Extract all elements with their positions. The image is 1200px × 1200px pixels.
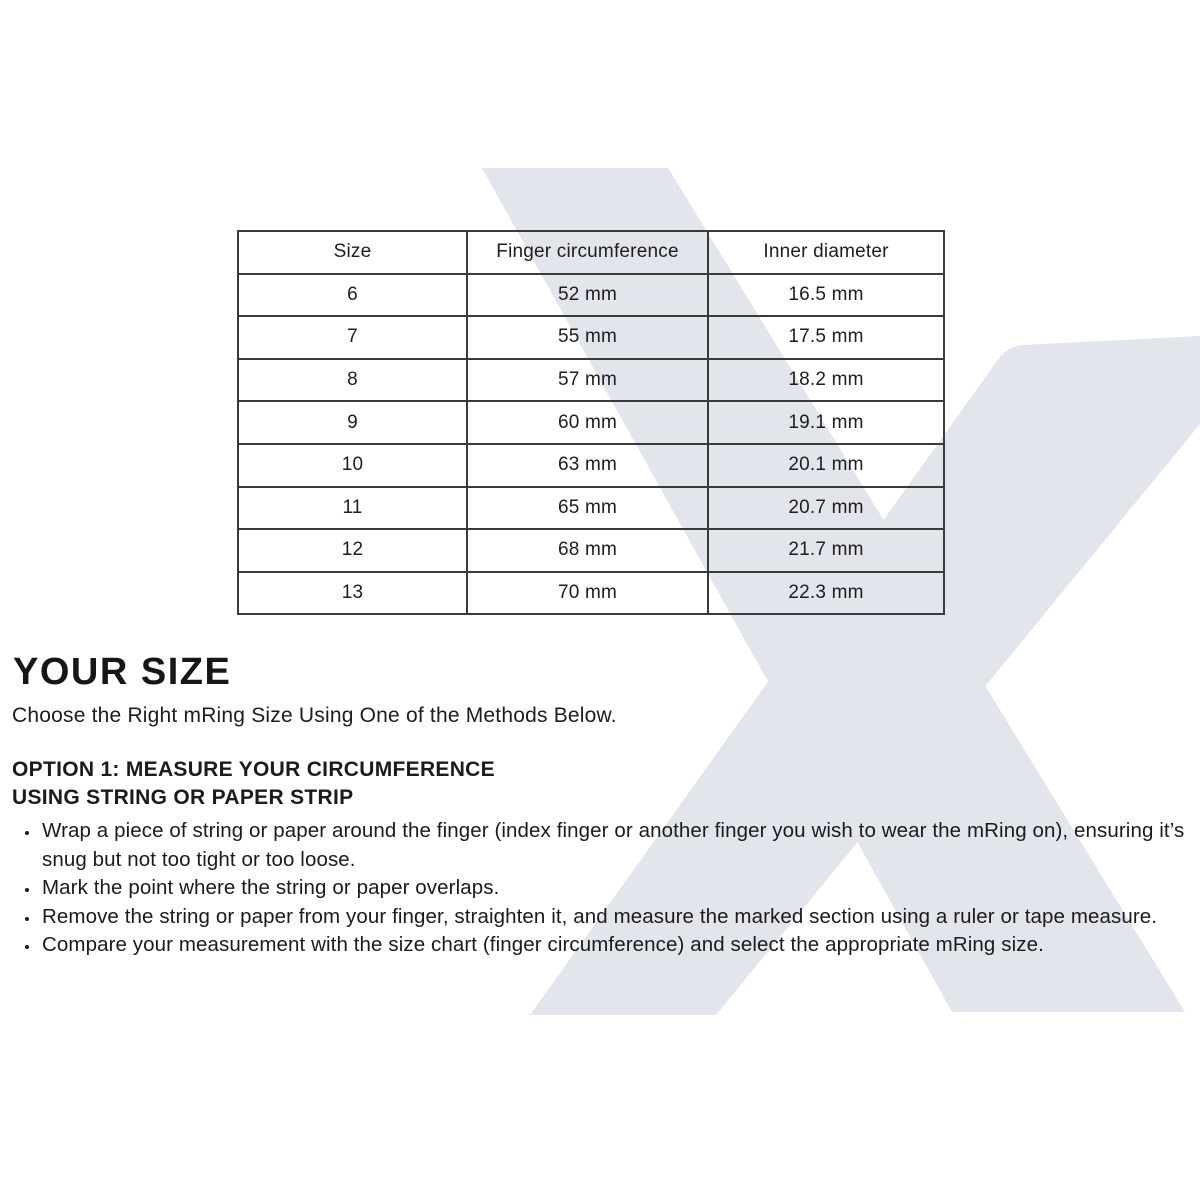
cell-diameter: 16.5 mm [708, 274, 944, 317]
cell-size: 7 [238, 316, 467, 359]
cell-diameter: 20.1 mm [708, 444, 944, 487]
column-header-inner-diameter: Inner diameter [708, 231, 944, 274]
list-item [40, 931, 1200, 960]
table-row [238, 529, 944, 572]
table-header-row [238, 231, 944, 274]
cell-circumference: 60 mm [467, 401, 708, 444]
cell-size: 8 [238, 359, 467, 402]
cell-circumference: 52 mm [467, 274, 708, 317]
size-chart [237, 230, 945, 615]
option1-heading-line2: USING STRING OR PAPER STRIP [12, 786, 354, 809]
column-header-finger-circumference: Finger circumference [467, 231, 708, 274]
cell-size: 13 [238, 572, 467, 615]
cell-diameter: 21.7 mm [708, 529, 944, 572]
option1-heading [12, 756, 495, 812]
cell-diameter: 18.2 mm [708, 359, 944, 402]
list-item [40, 874, 1200, 903]
cell-size: 11 [238, 487, 467, 530]
page-title: YOUR SIZE [13, 651, 232, 693]
table-row [238, 487, 944, 530]
instruction-text: Remove the string or paper from your finger, straighten it, and measure the marked section using a ruler or tape measure. [42, 904, 1158, 928]
subtitle: Choose the Right mRing Size Using One of the Methods Below. [12, 704, 617, 727]
cell-circumference: 63 mm [467, 444, 708, 487]
cell-size: 6 [238, 274, 467, 317]
cell-diameter: 22.3 mm [708, 572, 944, 615]
cell-circumference: 70 mm [467, 572, 708, 615]
instruction-text: Wrap a piece of string or paper around the finger (index finger or another finger you wish to wear the mRing on), ensuring it’s snug but not too tight or too loose. [42, 819, 1185, 871]
list-item [40, 817, 1200, 874]
cell-diameter: 20.7 mm [708, 487, 944, 530]
table-row [238, 274, 944, 317]
cell-circumference: 65 mm [467, 487, 708, 530]
instruction-text: Mark the point where the string or paper overlaps. [42, 876, 500, 899]
cell-circumference: 57 mm [467, 359, 708, 402]
cell-diameter: 19.1 mm [708, 401, 944, 444]
instruction-list [12, 817, 1200, 960]
table-row [238, 444, 944, 487]
cell-size: 12 [238, 529, 467, 572]
cell-size: 9 [238, 401, 467, 444]
option1-heading-line1: OPTION 1: MEASURE YOUR CIRCUMFERENCE [12, 758, 495, 781]
table-row [238, 572, 944, 615]
table-row [238, 359, 944, 402]
table-row [238, 316, 944, 359]
cell-size: 10 [238, 444, 467, 487]
list-item [40, 903, 1200, 932]
cell-circumference: 55 mm [467, 316, 708, 359]
cell-circumference: 68 mm [467, 529, 708, 572]
instruction-text: Compare your measurement with the size chart (finger circumference) and select the appropriate mRing size. [42, 933, 1044, 956]
cell-diameter: 17.5 mm [708, 316, 944, 359]
column-header-size: Size [238, 231, 467, 274]
table-row [238, 401, 944, 444]
